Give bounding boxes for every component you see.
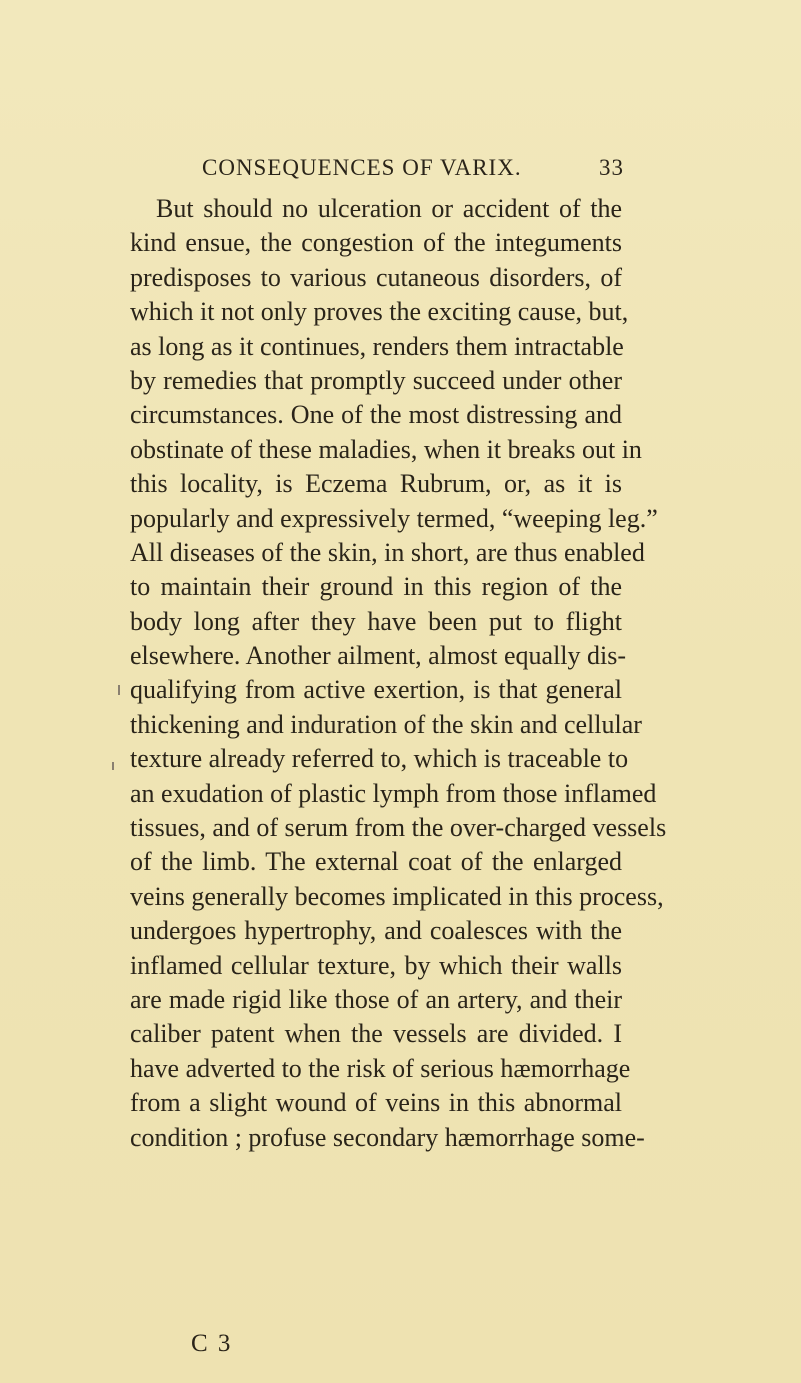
ink-speck [118,685,120,695]
text-line: texture already referred to, which is traceable to [130,744,629,774]
text-line: obstinate of these maladies, when it breaks out in [130,434,642,464]
text-line: kind ensue, the congestion of the integuments [130,228,622,258]
text-line: from a slight wound of veins in this abnormal [130,1088,622,1118]
body-text [130,192,667,1155]
text-line: body long after they have been put to flight [130,606,622,636]
text-line: predisposes to various cutaneous disorders, of [130,262,622,292]
text-line: All diseases of the skin, in short, are thus enabled [130,537,645,567]
text-line: undergoes hypertrophy, and coalesces with the [130,916,622,946]
text-line: inflamed cellular texture, by which their walls [130,950,622,980]
text-line: this locality, is Eczema Rubrum, or, as it is [130,469,622,499]
text-line: elsewhere. Another ailment, almost equally dis- [130,641,627,671]
text-line: tissues, and of serum from the over-charged vessels [130,813,667,843]
text-line: condition ; profuse secondary hæmorrhage some- [130,1122,645,1152]
text-line: which it not only proves the exciting cause, but, [130,297,629,327]
ink-speck [112,762,114,770]
text-line: veins generally becomes implicated in this process, [130,881,664,911]
text-line: But should no ulceration or accident of the [156,194,622,223]
text-line: popularly and expressively termed, “weeping leg.” [130,503,658,533]
text-line: circumstances. One of the most distressing and [130,400,622,430]
running-title: CONSEQUENCES OF VARIX. [202,155,522,180]
text-line: to maintain their ground in this region of the [130,572,622,602]
text-line: are made rigid like those of an artery, and their [130,984,622,1014]
text-line: of the limb. The external coat of the enlarged [130,847,622,877]
text-line: by remedies that promptly succeed under other [130,365,622,395]
text-line: thickening and induration of the skin and cellular [130,709,642,739]
running-head [202,152,624,184]
text-line: qualifying from active exertion, is that general [130,675,622,705]
text-line: have adverted to the risk of serious hæmorrhage [130,1053,631,1083]
text-line: as long as it continues, renders them intractable [130,331,624,361]
text-line: an exudation of plastic lymph from those inflamed [130,778,657,808]
signature-mark: C 3 [191,1330,233,1357]
text-line: caliber patent when the vessels are divided. I [130,1019,622,1049]
page-number: 33 [599,155,624,180]
